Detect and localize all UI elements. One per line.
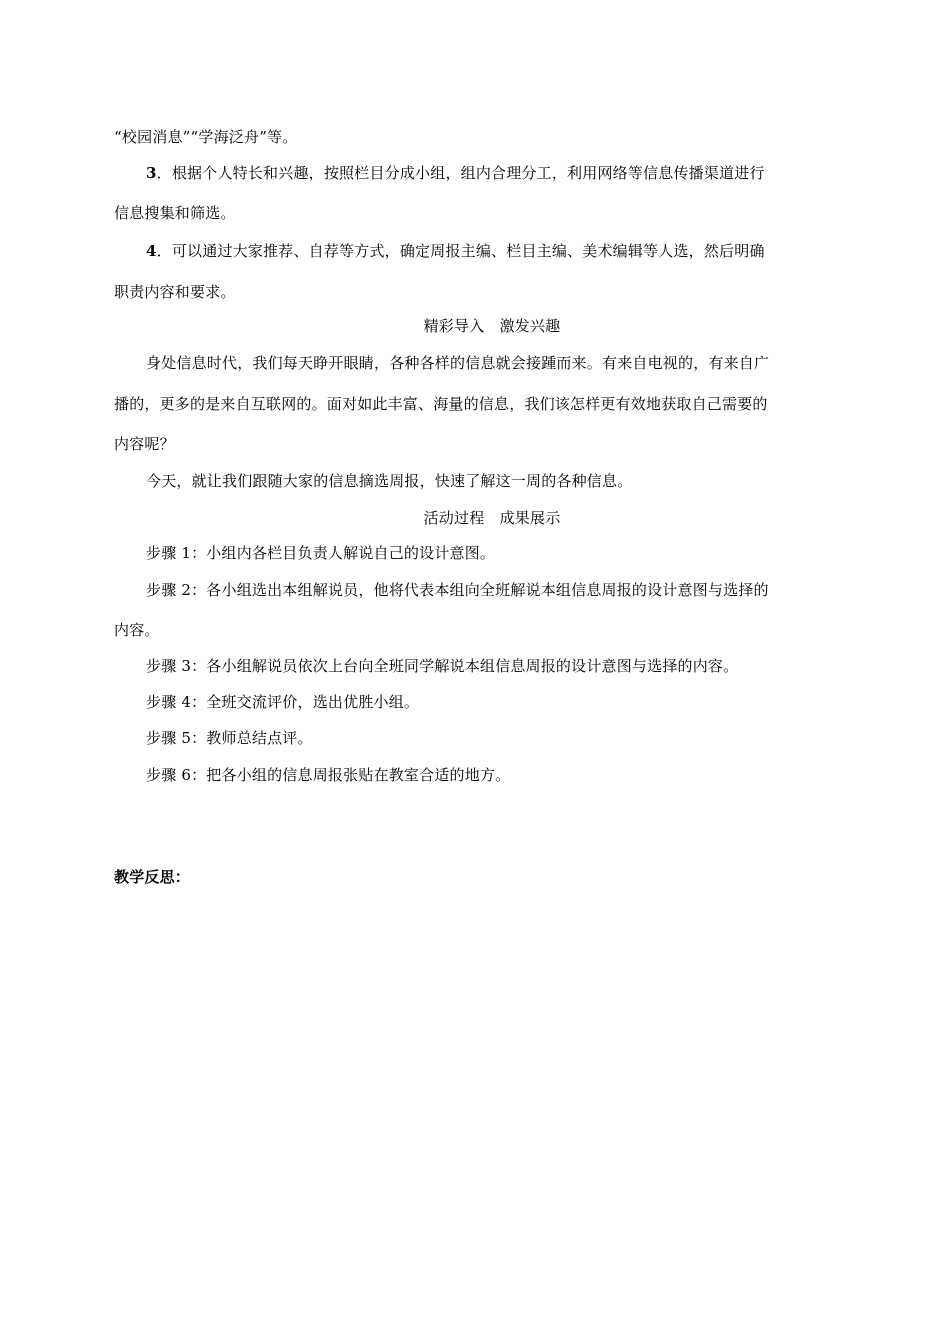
paragraph-line: 内容呢？: [114, 435, 175, 453]
step-line: 步骤 3：各小组解说员依次上台向全班同学解说本组信息周报的设计意图与选择的内容。: [146, 657, 739, 675]
paragraph-line: 身处信息时代，我们每天睁开眼睛，各种各样的信息就会接踵而来。有来自电视的，有来自广: [146, 354, 770, 372]
step-line: 步骤 6：把各小组的信息周报张贴在教室合适的地方。: [146, 766, 511, 784]
step-line: 步骤 4：全班交流评价，选出优胜小组。: [146, 693, 420, 711]
list-item-4: [146, 241, 765, 261]
step-line: 步骤 2：各小组选出本组解说员，他将代表本组向全班解说本组信息周报的设计意图与选择的: [146, 581, 769, 599]
section-heading: 活动过程 成果展示: [423, 509, 561, 527]
reflection-heading: 教学反思：: [114, 868, 191, 886]
paragraph-line: 信息搜集和筛选。: [114, 204, 236, 222]
paragraph-line: 职责内容和要求。: [114, 283, 236, 301]
paragraph-line: “校园消息”“学海泛舟”等。: [114, 128, 298, 146]
step-line: 步骤 1：小组内各栏目负责人解说自己的设计意图。: [146, 544, 496, 562]
list-text: ．可以通过大家推荐、自荐等方式，确定周报主编、栏目主编、美术编辑等人选，然后明确: [156, 242, 765, 260]
list-item-3: [146, 163, 765, 183]
list-number: 3: [146, 164, 157, 182]
list-text: ．根据个人特长和兴趣，按照栏目分成小组，组内合理分工，利用网络等信息传播渠道进行: [156, 164, 765, 182]
paragraph-line: 今天，就让我们跟随大家的信息摘选周报，快速了解这一周的各种信息。: [146, 472, 633, 490]
step-line: 步骤 5：教师总结点评。: [146, 729, 313, 747]
list-number: 4: [146, 242, 157, 260]
section-heading: 精彩导入 激发兴趣: [423, 317, 561, 335]
paragraph-line: 播的，更多的是来自互联网的。面对如此丰富、海量的信息，我们该怎样更有效地获取自己需要的: [114, 395, 768, 413]
step-line: 内容。: [114, 621, 160, 639]
